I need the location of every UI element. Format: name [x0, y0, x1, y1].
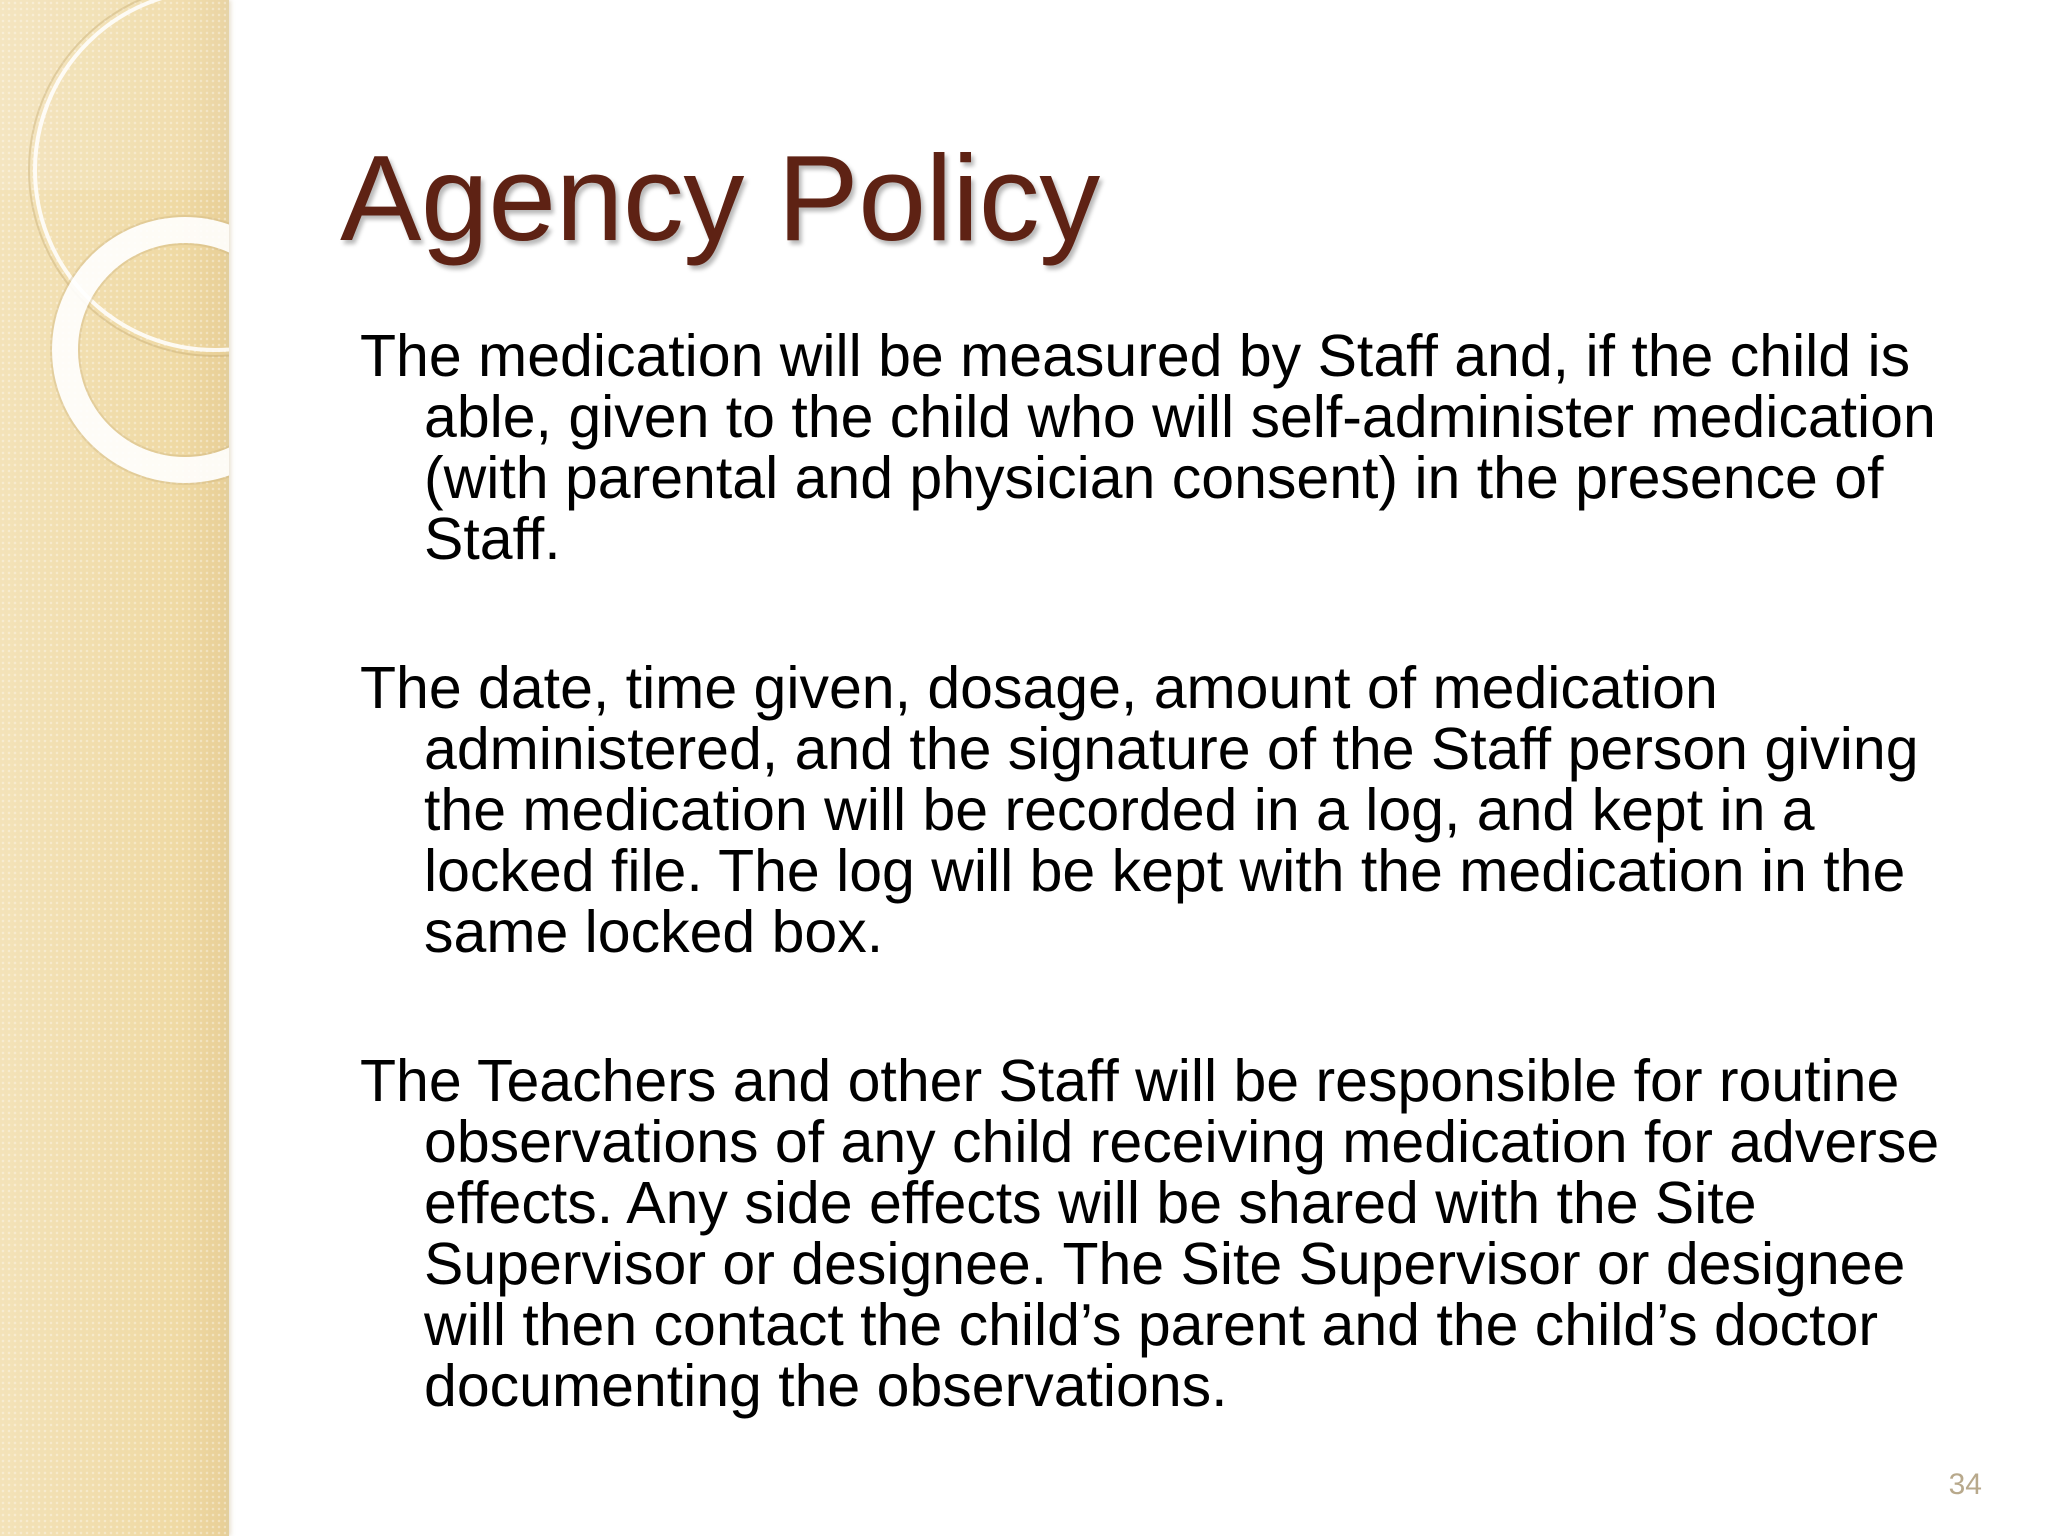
decorative-side-band [0, 0, 229, 1536]
page-number: 34 [1948, 1468, 1982, 1501]
slide-title: Agency Policy [340, 130, 1100, 266]
policy-paragraph-measurement: The medication will be measured by Staff and, if the child is able, given to the child who will self-administer medication (with parental and physician consent) in the presence of Staff. [360, 323, 1936, 572]
policy-paragraph-observation: The Teachers and other Staff will be responsible for routine observations of any child receiving medication for adverse effects. Any side effects will be shared with the Site Supervisor or designee. The Site Supervisor or designee will then contact the child’s parent and the child’s doctor documenting the observations. [360, 1048, 1940, 1419]
policy-paragraph-log: The date, time given, dosage, amount of medication administered, and the signature of the Staff person giving the medication will be recorded in a log, and kept in a locked file. The log will be kept with the medication in the same locked box. [360, 655, 1919, 965]
decorative-circles [0, 0, 229, 520]
slide-body [360, 323, 1980, 1505]
